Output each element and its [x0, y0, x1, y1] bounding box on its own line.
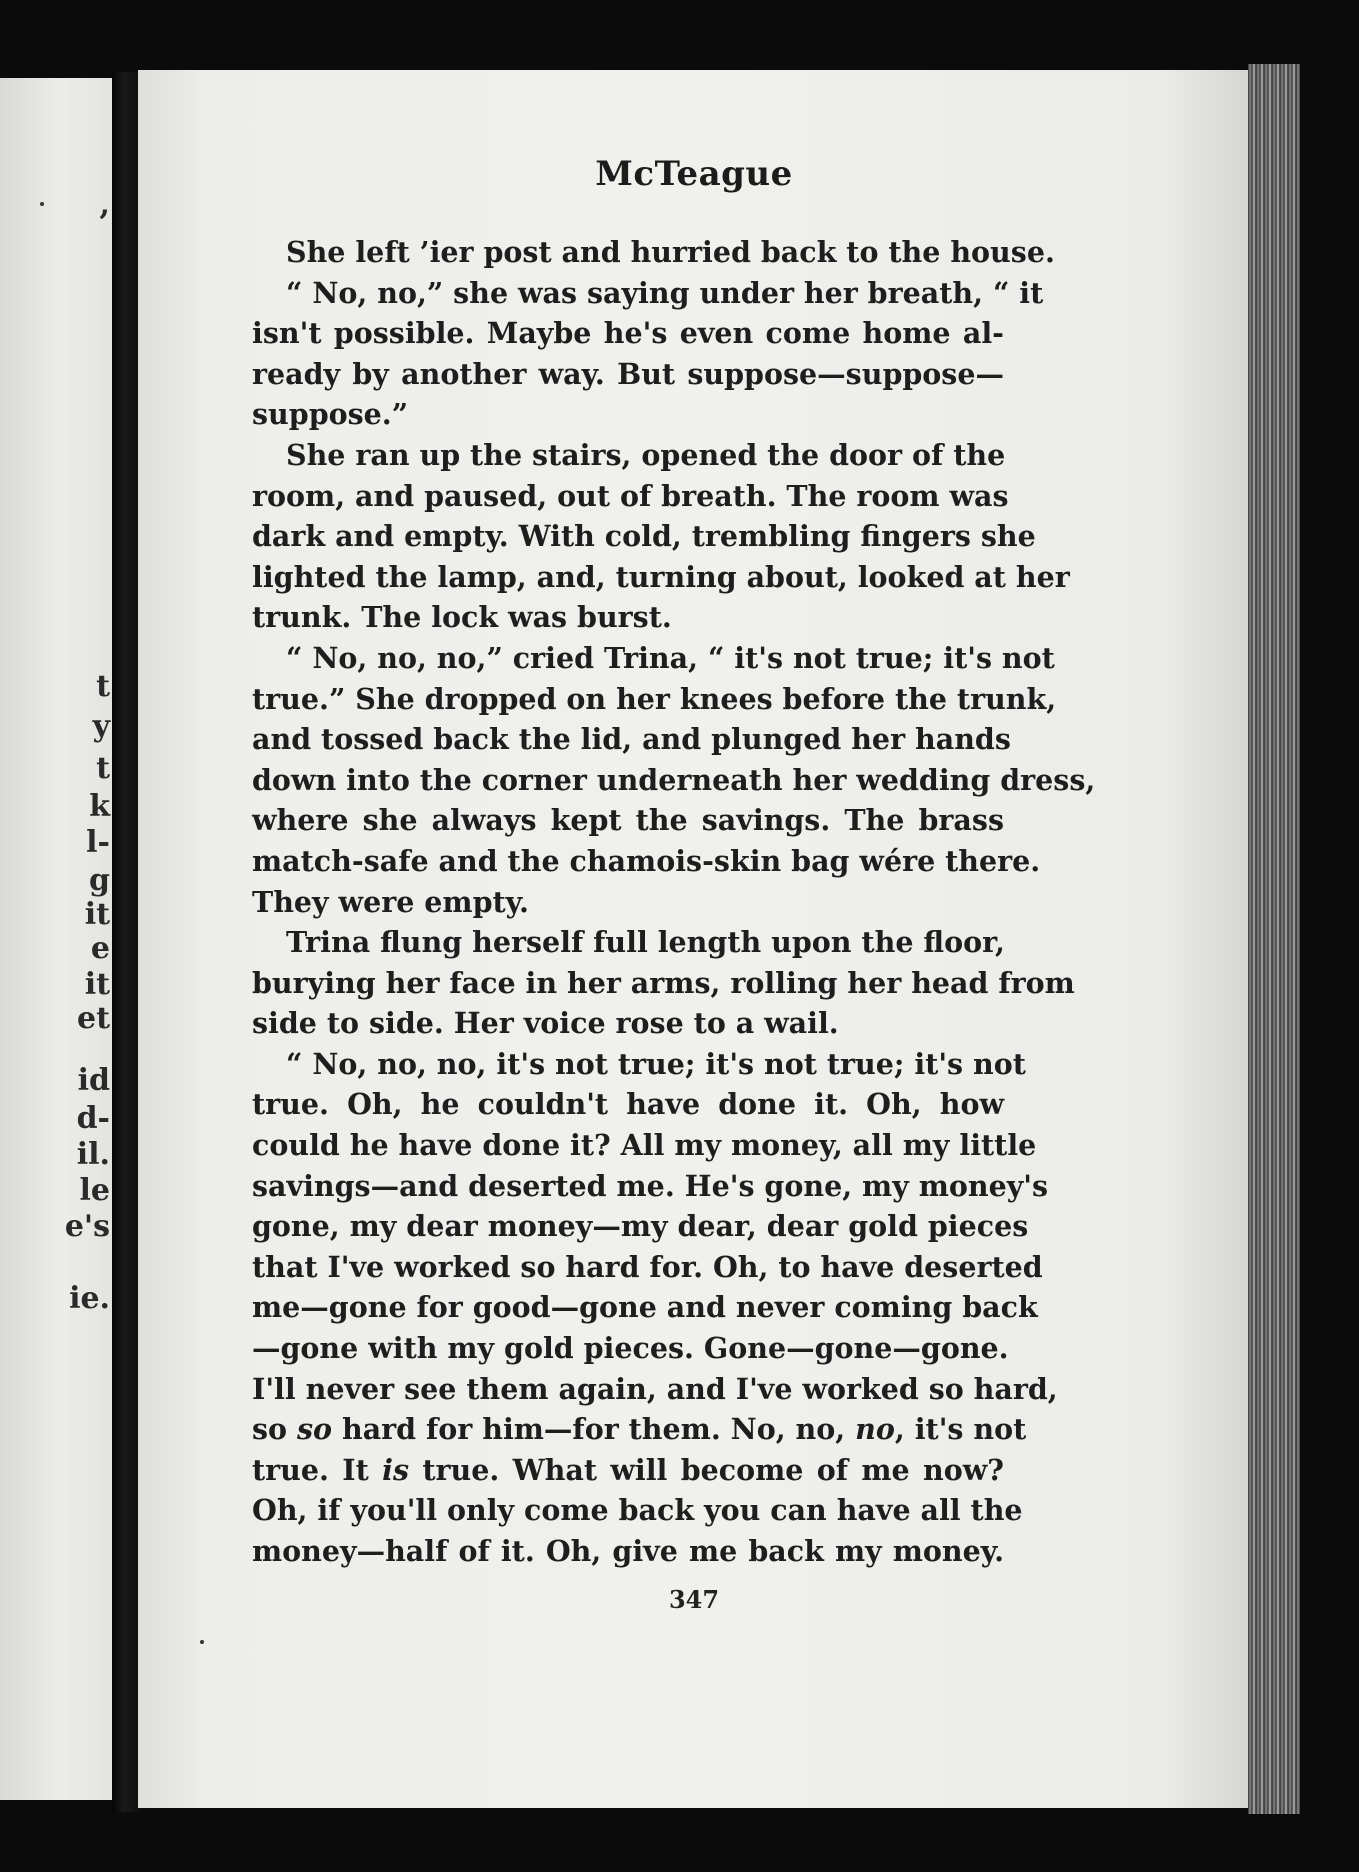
text-line: isn't possible. Maybe he's even come home al-: [252, 316, 1004, 351]
text-line: [252, 1409, 1027, 1450]
left-page-fragment: d-: [76, 1101, 110, 1136]
text-line: side to side. Her voice rose to a wail.: [252, 1006, 839, 1041]
text-line: Oh, if you'll only come back you can have all the: [252, 1493, 1023, 1528]
left-page-fragment: it: [84, 967, 110, 1002]
text-line: room, and paused, out of breath. The room was: [252, 478, 1009, 513]
left-page-fragment: et: [77, 1001, 110, 1036]
body-text: [252, 232, 1096, 1572]
text-run: , it's not: [894, 1412, 1027, 1447]
text-line: where she always kept the savings. The brass: [252, 803, 1004, 838]
italic-word: no: [855, 1412, 895, 1447]
text-line: She ran up the stairs, opened the door of the: [286, 437, 1006, 472]
text-line: suppose.”: [252, 397, 409, 432]
left-page-fragment: il.: [76, 1137, 110, 1172]
text-line: —gone with my gold pieces. Gone—gone—gone.: [252, 1331, 1009, 1366]
text-line: me—gone for good—gone and never coming back: [252, 1290, 1038, 1325]
text-line: down into the corner underneath her wedding dress,: [252, 762, 1096, 797]
left-page-fragment: t: [96, 669, 110, 704]
left-page-fragment: e's: [64, 1209, 110, 1244]
text-run: true. It: [252, 1452, 383, 1487]
text-line: true. Oh, he couldn't have done it. Oh, how: [252, 1087, 1004, 1122]
text-line: match-safe and the chamois-skin bag wére there.: [252, 843, 1041, 878]
text-line: “ No, no, no,” cried Trina, “ it's not true; it's not: [286, 640, 1055, 675]
left-page-fragment: le: [79, 1173, 110, 1208]
left-page-fragment: ,: [99, 187, 110, 222]
text-line: could he have done it? All my money, all my little: [252, 1128, 1037, 1163]
text-line: [252, 1450, 1004, 1491]
dust-speck: [200, 1640, 204, 1644]
text-line: “ No, no, no, it's not true; it's not true; it's not: [286, 1046, 1026, 1081]
text-line: trunk. The lock was burst.: [252, 600, 672, 635]
left-page-fragment: l-: [86, 825, 110, 860]
left-page-fragment: it: [84, 897, 110, 932]
text-run: so: [252, 1412, 297, 1447]
left-page-fragment: t: [96, 751, 110, 786]
left-page-fragment: y: [92, 709, 110, 744]
text-line: and tossed back the lid, and plunged her hands: [252, 722, 1011, 757]
text-line: They were empty.: [252, 884, 529, 919]
italic-word: so: [296, 1412, 333, 1447]
italic-word: is: [382, 1452, 410, 1487]
text-line: that I've worked so hard for. Oh, to have deserted: [252, 1249, 1043, 1284]
text-line: I'll never see them again, and I've worked so hard,: [252, 1371, 1058, 1406]
page-number: 347: [668, 1585, 720, 1614]
page-stack-edge: [1248, 64, 1300, 1814]
left-page-fragment: g: [89, 863, 110, 898]
dust-speck: [40, 202, 44, 206]
text-line: Trina flung herself full length upon the floor,: [286, 925, 1005, 960]
text-line: gone, my dear money—my dear, dear gold pieces: [252, 1209, 1029, 1244]
left-page-fragment: k: [89, 789, 110, 824]
text-line: true.” She dropped on her knees before the trunk,: [252, 681, 1057, 716]
text-line: dark and empty. With cold, trembling fingers she: [252, 519, 1036, 554]
left-page-fragment: id: [77, 1063, 110, 1098]
text-line: burying her face in her arms, rolling her head from: [252, 965, 1075, 1000]
text-line: “ No, no,” she was saying under her breath, “ it: [286, 275, 1044, 310]
left-page-fragment: ie.: [69, 1281, 110, 1316]
left-page-fragment: e: [90, 931, 110, 966]
text-line: savings—and deserted me. He's gone, my money's: [252, 1168, 1049, 1203]
text-line: lighted the lamp, and, turning about, looked at her: [252, 559, 1070, 594]
text-line: She left ’ier post and hurried back to the house.: [286, 235, 1055, 269]
running-head: McTeague: [595, 154, 793, 194]
text-run: hard for him—for them. No, no,: [332, 1412, 856, 1447]
text-line: money—half of it. Oh, give me back my money.: [252, 1534, 1004, 1568]
text-line: ready by another way. But suppose—suppose—: [252, 356, 1004, 391]
text-run: true. What will become of me now?: [409, 1452, 1004, 1487]
